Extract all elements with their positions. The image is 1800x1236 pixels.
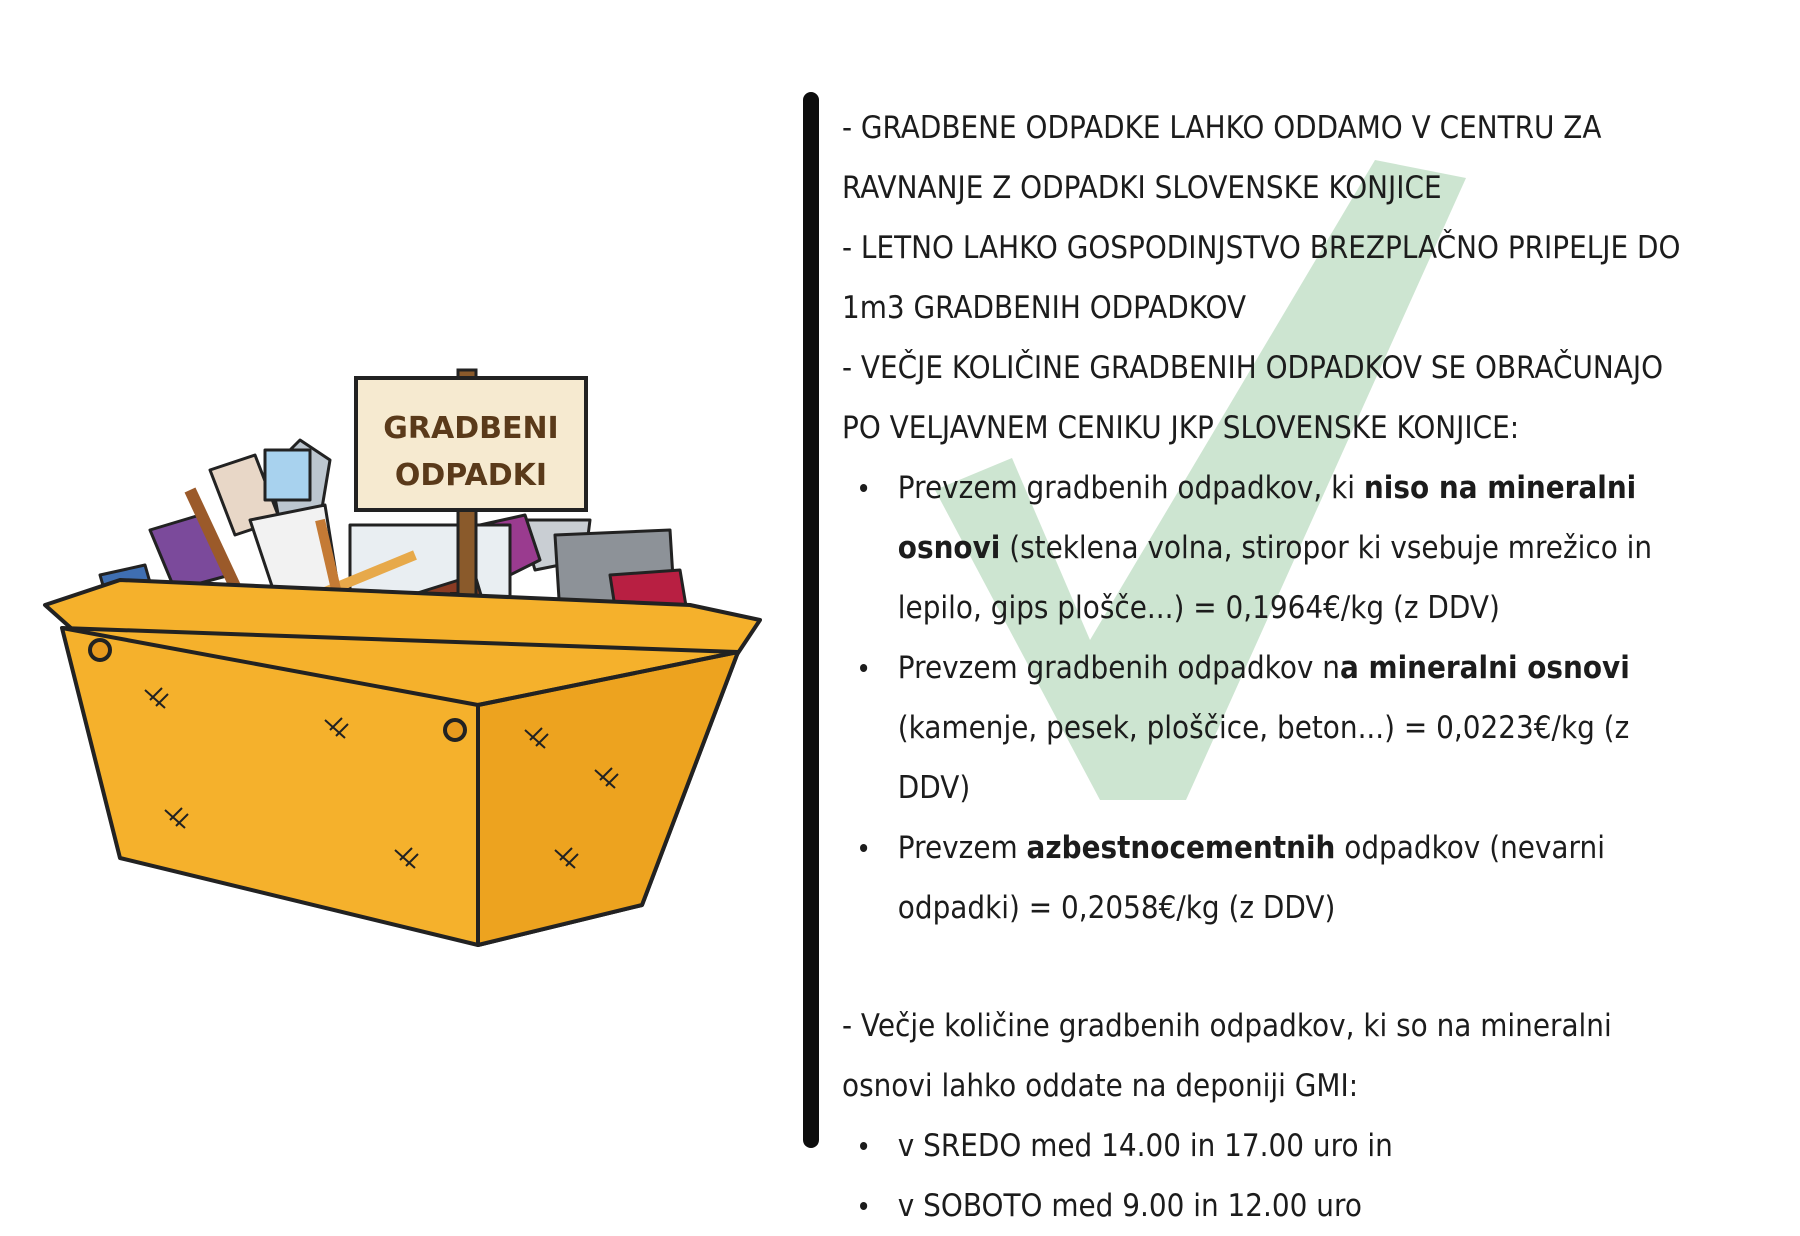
pricing-text: odpadkov (nevarni — [1335, 830, 1605, 866]
pricing-price: odpadki) = 0,2058€/kg (z DDV) — [897, 890, 1336, 926]
dropoff-line: - Večje količine gradbenih odpadkov, ki so na mineralni — [842, 1008, 1612, 1044]
pricing-bold: a mineralni osnovi — [1339, 650, 1630, 686]
pricing-price: lepilo, gips plošče...) = 0,1964€/kg (z DDV) — [897, 590, 1500, 626]
dropoff-time: v SOBOTO med 9.00 in 12.00 uro — [842, 1176, 1688, 1236]
dropoff-times — [842, 1116, 1688, 1236]
skip-container — [45, 580, 760, 945]
pricing-bold: niso na mineralni — [1363, 470, 1637, 506]
pricing-bold: azbestnocementnih — [1026, 830, 1336, 866]
sign-line-1: GRADBENI — [383, 411, 559, 446]
intro-line: 1m3 GRADBENIH ODPADKOV — [842, 290, 1247, 326]
construction-skip-illustration — [0, 0, 800, 1200]
pricing-text: Prevzem gradbenih odpadkov n — [897, 650, 1340, 686]
dropoff-line: osnovi lahko oddate na deponiji GMI: — [842, 1068, 1359, 1104]
intro-line: PO VELJAVNEM CENIKU JKP SLOVENSKE KONJICE: — [842, 410, 1520, 446]
vertical-divider — [803, 92, 819, 1148]
dropoff-time: v SREDO med 14.00 in 17.00 uro in — [842, 1116, 1688, 1176]
intro-line: RAVNANJE Z ODPADKI SLOVENSKE KONJICE — [842, 170, 1442, 206]
info-text — [842, 98, 1688, 1236]
spacer — [842, 938, 1688, 996]
pricing-item — [842, 458, 1688, 638]
pricing-bold: osnovi — [897, 530, 1001, 566]
intro-line: - VEČJE KOLIČINE GRADBENIH ODPADKOV SE OBRAČUNAJO — [842, 350, 1664, 386]
intro-line: - GRADBENE ODPADKE LAHKO ODDAMO V CENTRU ZA — [842, 110, 1602, 146]
sign-line-2: ODPADKI — [394, 458, 548, 493]
pricing-price: (kamenje, pesek, ploščice, beton...) = 0,0223€/kg (z DDV) — [897, 710, 1630, 806]
pricing-item — [842, 818, 1688, 938]
pricing-item — [842, 638, 1688, 818]
intro-line: - LETNO LAHKO GOSPODINJSTVO BREZPLAČNO PRIPELJE DO — [842, 230, 1681, 266]
pricing-list — [842, 458, 1688, 938]
pricing-text: Prevzem gradbenih odpadkov, ki — [897, 470, 1364, 506]
pricing-text: Prevzem — [897, 830, 1027, 866]
pricing-text: (steklena volna, stiropor ki vsebuje mrežico in — [1000, 530, 1653, 566]
